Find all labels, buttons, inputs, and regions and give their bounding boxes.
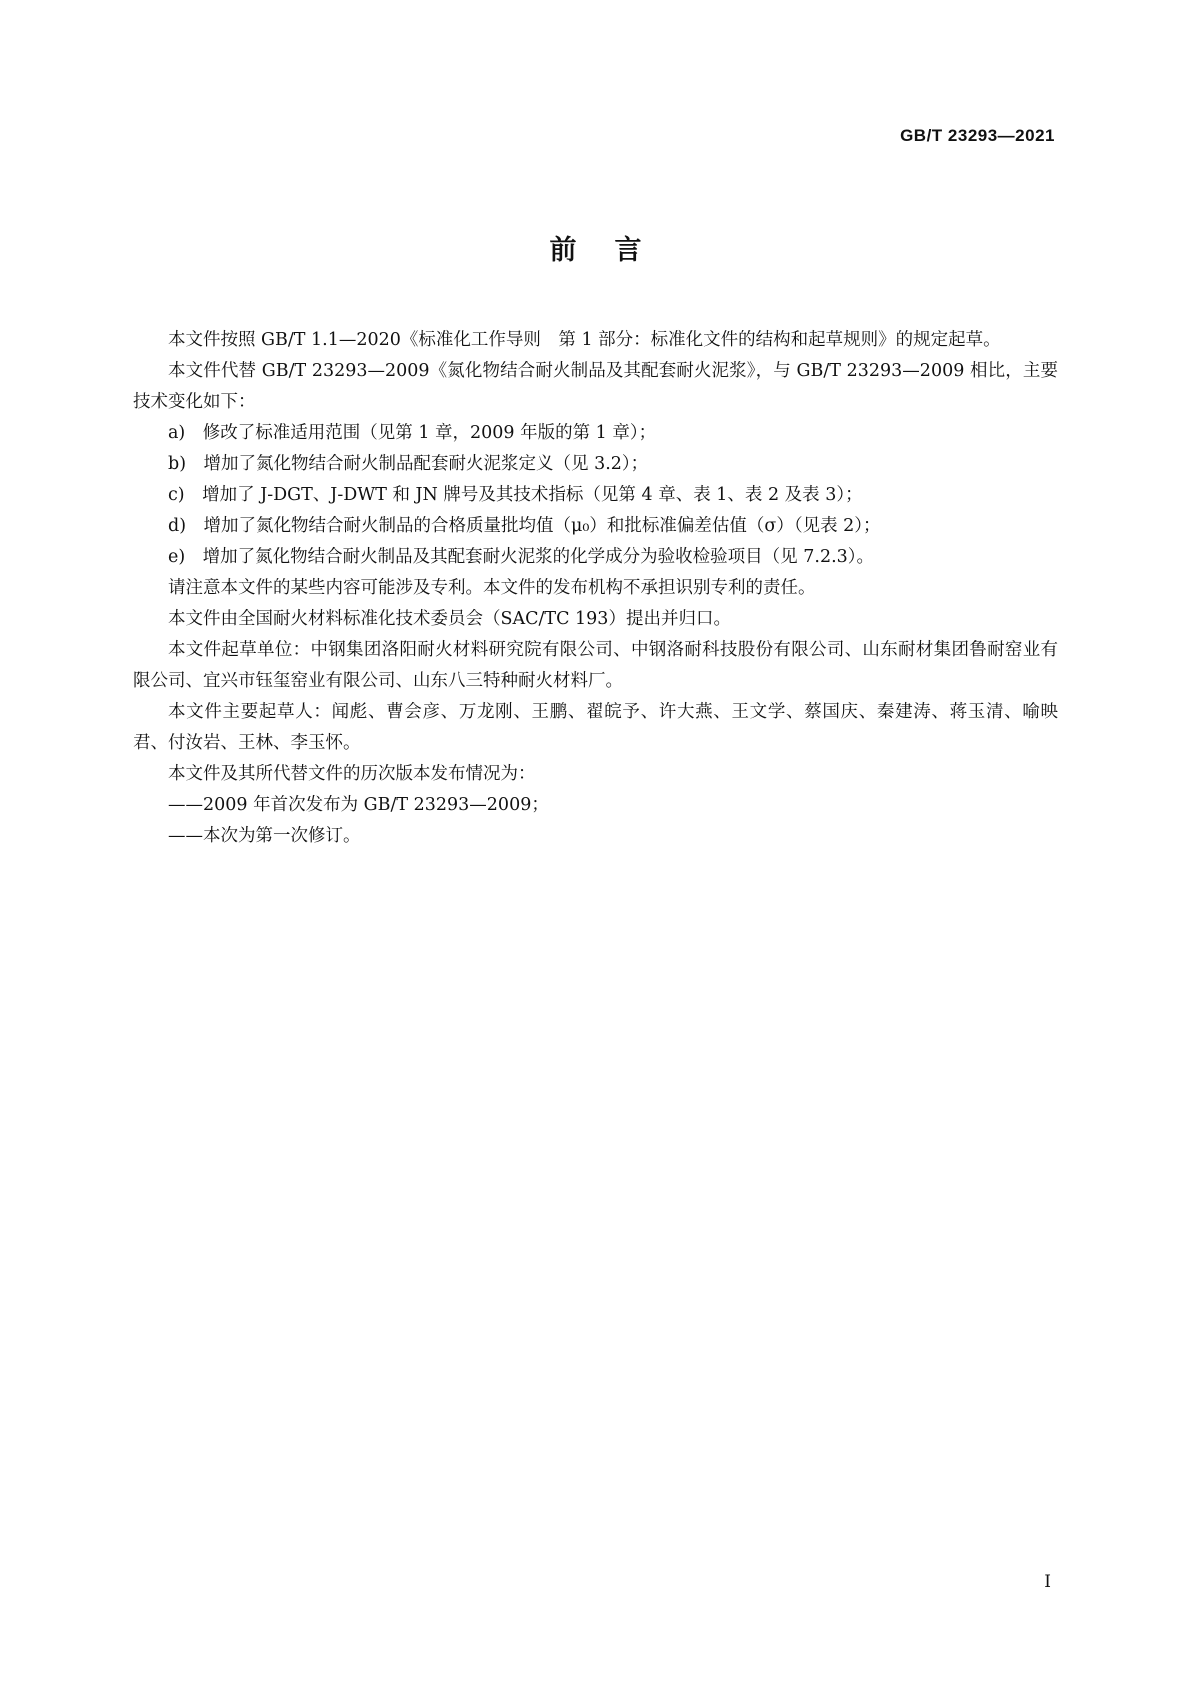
history-item-first: ——2009 年首次发布为 GB/T 23293—2009； [168,795,549,815]
paragraph-drafters: 本文件主要起草人：闻彪、曹会彦、万龙刚、王鹏、翟皖予、许大燕、王文学、蔡国庆、秦建涛、蒋玉清、喻映君、付汝岩、王林、李玉怀。 [133,702,1058,753]
paragraph-drafting-units: 本文件起草单位：中钢集团洛阳耐火材料研究院有限公司、中钢洛耐科技股份有限公司、山东耐材集团鲁耐窑业有限公司、宜兴市钰玺窑业有限公司、山东八三特种耐火材料厂。 [133,640,1058,691]
page-title: 前言 [549,235,680,266]
list-item-change-a: a) 修改了标准适用范围（见第 1 章，2009 年版的第 1 章）； [168,423,657,443]
page-number: I [1044,1572,1051,1592]
paragraph-history-intro: 本文件及其所代替文件的历次版本发布情况为： [168,764,536,784]
paragraph-proposer: 本文件由全国耐火材料标准化技术委员会（SAC/TC 193）提出并归口。 [168,609,731,629]
foreword-body [133,325,1058,852]
paragraph-patent-notice: 请注意本文件的某些内容可能涉及专利。本文件的发布机构不承担识别专利的责任。 [168,578,816,598]
list-item-change-b: b) 增加了氮化物结合耐火制品配套耐火泥浆定义（见 3.2）； [168,454,649,474]
list-item-change-c: c) 增加了 J-DGT、J-DWT 和 JN 牌号及其技术指标（见第 4 章、表 1、表 2 及表 3）； [168,485,863,505]
paragraph-replacement: 本文件代替 GB/T 23293—2009《氮化物结合耐火制品及其配套耐火泥浆》，与 GB/T 23293—2009 相比，主要技术变化如下： [133,361,1058,412]
list-item-change-d: d) 增加了氮化物结合耐火制品的合格质量批均值（μ₀）和批标准偏差估值（σ）（见表 2）； [168,516,881,536]
list-item-change-e: e) 增加了氮化物结合耐火制品及其配套耐火泥浆的化学成分为验收检验项目（见 7.2.3）。 [168,547,875,567]
paragraph-drafting-basis: 本文件按照 GB/T 1.1—2020《标准化工作导则 第 1 部分：标准化文件的结构和起草规则》的规定起草。 [168,330,1001,350]
standard-code: GB/T 23293—2021 [900,126,1055,145]
history-item-revision: ——本次为第一次修订。 [168,826,361,846]
